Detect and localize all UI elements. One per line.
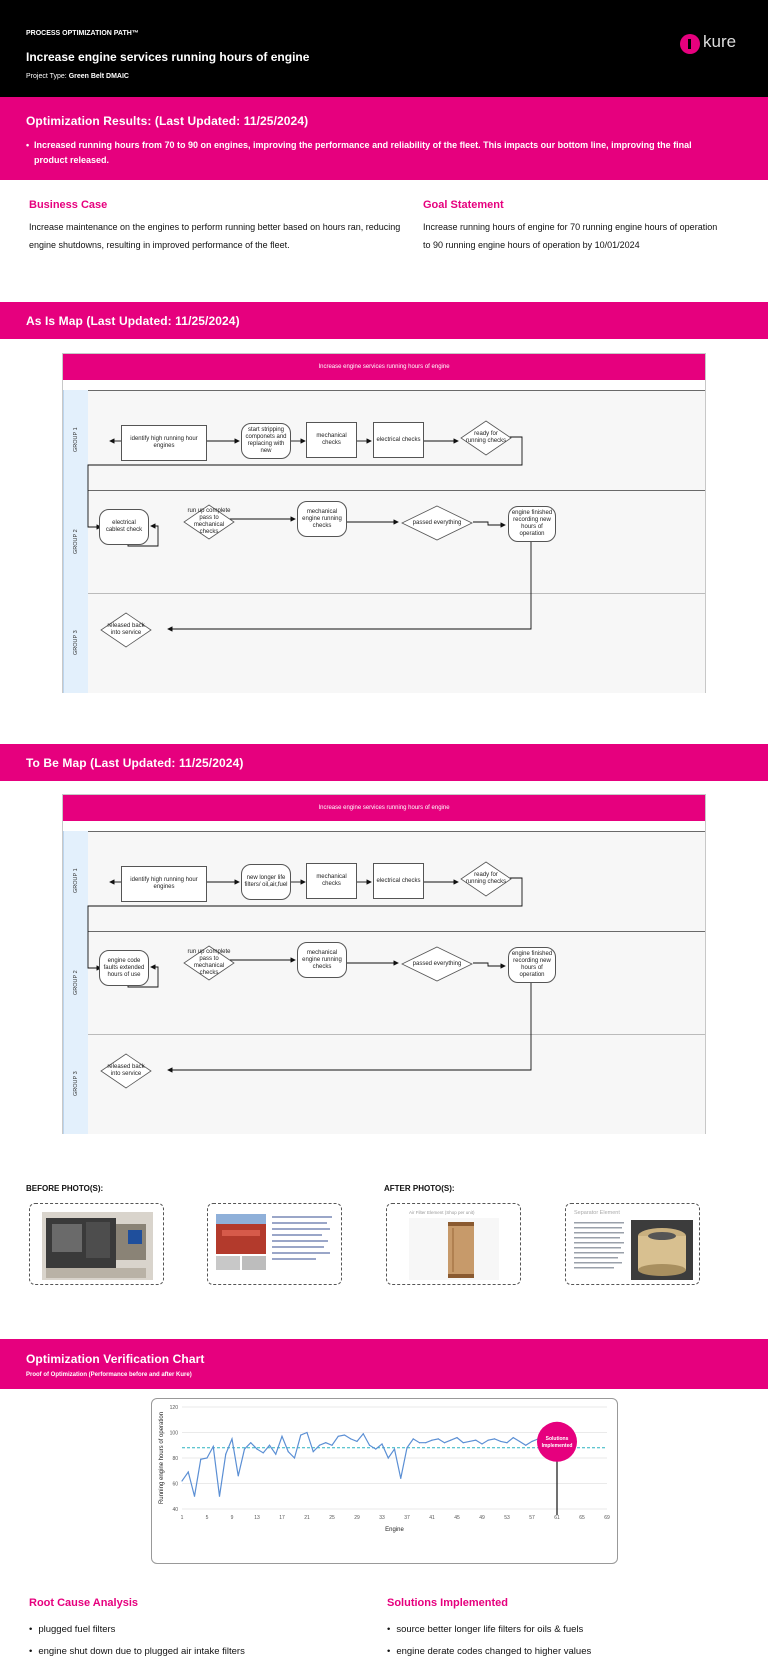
as-is-node-run-up-label: run up complete pass to mechanical checks <box>187 508 231 535</box>
to-be-node-released-label: released back into service <box>107 1064 145 1077</box>
data-point <box>256 1448 257 1449</box>
after-photos-label: AFTER PHOTO(S): <box>384 1184 455 1193</box>
data-point <box>400 1478 401 1479</box>
data-point <box>231 1438 232 1439</box>
to-be-node-passed <box>401 946 473 982</box>
to-be-connectors <box>63 795 705 1133</box>
data-point <box>506 1442 507 1443</box>
to-be-node-code-faults: engine code faults extended hours of use <box>99 950 149 986</box>
y-axis-label: Running engine hours of operation <box>159 1411 165 1505</box>
data-point <box>438 1438 439 1439</box>
data-point <box>194 1496 195 1497</box>
business-case-text: Increase maintenance on the engines to perform running better based on hours ran, reducing engine shutdowns, resulting in improved performance of the fleet. <box>29 222 401 250</box>
project-type-value: Green Belt DMAIC <box>68 73 129 80</box>
as-is-node-released-label: released back into service <box>107 623 145 636</box>
data-point <box>394 1448 395 1449</box>
to-be-diagram <box>62 794 706 1134</box>
after-photo-1-caption: Air Filter Element (Shop per unit) <box>409 1210 475 1215</box>
to-be-node-electrical-checks: electrical checks <box>373 863 424 899</box>
data-point <box>206 1457 207 1458</box>
data-point <box>250 1442 251 1443</box>
data-point <box>363 1433 364 1434</box>
data-point <box>431 1440 432 1441</box>
data-point <box>488 1440 489 1441</box>
as-is-node-identify: identify high running hour engines <box>121 425 207 461</box>
before-photo-1[interactable] <box>29 1203 164 1285</box>
data-point <box>450 1440 451 1441</box>
to-be-lane-label-2: GROUP 2 <box>63 931 88 1034</box>
solutions-title: Solutions Implemented <box>387 1597 509 1609</box>
data-point <box>219 1496 220 1497</box>
data-point <box>388 1457 389 1458</box>
after-photo-2[interactable] <box>565 1203 700 1285</box>
as-is-node-passed <box>401 505 473 541</box>
as-is-node-electrical-cable: electrical cablest check <box>99 509 149 545</box>
logo-text: kure <box>703 32 737 51</box>
x-tick-label: 5 <box>205 1515 209 1521</box>
to-be-lane-label-1: GROUP 1 <box>63 831 88 931</box>
as-is-node-finished: engine finished recording new hours of operation <box>508 506 556 542</box>
as-is-lane-label-1: GROUP 1 <box>63 390 88 490</box>
after-photo-2-caption: Separator Element <box>574 1210 620 1216</box>
as-is-node-ready <box>460 420 512 456</box>
data-point <box>531 1441 532 1442</box>
root-cause-item-1: • plugged fuel filters <box>29 1624 115 1635</box>
data-point <box>356 1441 357 1442</box>
data-point <box>406 1447 407 1448</box>
results-bullet: • Increased running hours from 70 to 90 on engines, improving the performance and reliability of the fleet. This impacts our bottom line, improving the final product released. <box>26 138 720 168</box>
data-point <box>181 1480 182 1481</box>
x-tick-label: 37 <box>404 1515 410 1521</box>
to-be-node-run-up <box>183 945 235 981</box>
data-point <box>375 1448 376 1449</box>
data-point <box>425 1442 426 1443</box>
as-is-node-stripping: start stripping componets and replacing with new <box>241 423 291 459</box>
x-tick-label: 1 <box>180 1515 184 1521</box>
data-point <box>319 1445 320 1446</box>
as-is-node-mech-engine: mechanical engine running checks <box>297 501 347 537</box>
y-tick-label: 40 <box>172 1507 178 1513</box>
to-be-title: To Be Map (Last Updated: 11/25/2024) <box>26 756 244 770</box>
data-point <box>456 1437 457 1438</box>
as-is-node-passed-label: passed everything <box>412 519 462 526</box>
project-type-label: Project Type: <box>26 73 67 80</box>
verification-band <box>0 1339 768 1389</box>
data-point <box>338 1436 339 1437</box>
data-point <box>419 1442 420 1443</box>
data-point <box>325 1442 326 1443</box>
as-is-node-released <box>100 612 152 648</box>
data-point <box>519 1441 520 1442</box>
data-point <box>300 1434 301 1435</box>
data-point <box>344 1434 345 1435</box>
x-tick-label: 45 <box>454 1515 460 1521</box>
results-title: Optimization Results: (Last Updated: 11/25/2024) <box>26 114 309 128</box>
x-tick-label: 21 <box>304 1515 310 1521</box>
to-be-node-filters: new longer life filters/ oil,air,fuel <box>241 864 291 900</box>
data-point <box>275 1454 276 1455</box>
to-be-node-run-up-label: run up complete pass to mechanical checks <box>187 949 231 976</box>
as-is-lane-label-2: GROUP 2 <box>63 490 88 593</box>
to-be-node-identify: identify high running hour engines <box>121 866 207 902</box>
data-point <box>200 1459 201 1460</box>
y-tick-label: 60 <box>172 1481 178 1488</box>
as-is-node-electrical-checks: electrical checks <box>373 422 424 458</box>
header <box>0 0 768 97</box>
data-point <box>306 1432 307 1433</box>
business-case-title: Business Case <box>29 199 108 211</box>
engine-photo-icon <box>30 1204 164 1285</box>
separator-element-icon <box>566 1204 700 1285</box>
data-point <box>244 1448 245 1449</box>
to-be-diagram-title: Increase engine services running hours of engine <box>63 795 705 821</box>
eyebrow: PROCESS OPTIMIZATION PATH™ <box>26 30 139 37</box>
root-cause-title: Root Cause Analysis <box>29 1597 139 1609</box>
x-tick-label: 69 <box>604 1515 610 1521</box>
to-be-node-finished: engine finished recording new hours of operation <box>508 947 556 983</box>
x-axis-label: Engine <box>385 1527 404 1533</box>
as-is-node-mechanical-checks: mechanical checks <box>306 422 357 458</box>
as-is-connectors <box>63 354 705 692</box>
verification-chart <box>151 1398 618 1564</box>
document-photo-icon <box>208 1204 342 1285</box>
x-tick-label: 25 <box>329 1515 335 1521</box>
to-be-node-ready-label: ready for running checks <box>465 872 507 885</box>
data-point <box>444 1442 445 1443</box>
air-filter-icon <box>387 1204 521 1285</box>
results-bullet-text: Increased running hours from 70 to 90 on engines, improving the performance and reliability of the fleet. This impacts our bottom line, improving the final product released. <box>34 140 692 165</box>
project-type <box>26 73 129 80</box>
as-is-diagram-title: Increase engine services running hours of engine <box>63 354 705 380</box>
before-photos-label: BEFORE PHOTO(S): <box>26 1184 104 1193</box>
to-be-node-passed-label: passed everything <box>412 960 462 967</box>
x-tick-label: 53 <box>504 1515 510 1521</box>
series-line <box>182 1433 557 1497</box>
data-point <box>281 1436 282 1437</box>
data-point <box>469 1441 470 1442</box>
data-point <box>413 1438 414 1439</box>
to-be-node-mech-engine: mechanical engine running checks <box>297 942 347 978</box>
data-point <box>331 1445 332 1446</box>
solutions-item-1: • source better longer life filters for oils & fuels <box>387 1624 583 1635</box>
as-is-lane-label-3: GROUP 3 <box>63 593 88 693</box>
verification-chart-svg <box>152 1399 617 1563</box>
data-point <box>213 1446 214 1447</box>
to-be-node-ready <box>460 861 512 897</box>
to-be-band <box>0 744 768 781</box>
data-point <box>494 1438 495 1439</box>
results-band <box>0 97 768 180</box>
solution-annotation-label: Implemented <box>541 1442 573 1449</box>
x-tick-label: 13 <box>254 1515 260 1521</box>
data-point <box>500 1441 501 1442</box>
data-point <box>294 1457 295 1458</box>
logo-icon <box>680 34 700 54</box>
data-point <box>475 1440 476 1441</box>
y-tick-label: 100 <box>169 1430 178 1437</box>
as-is-node-ready-label: ready for running checks <box>465 431 507 444</box>
to-be-node-released <box>100 1053 152 1089</box>
data-point <box>313 1451 314 1452</box>
data-point <box>288 1451 289 1452</box>
data-point <box>238 1475 239 1476</box>
to-be-lane-label-3: GROUP 3 <box>63 1034 88 1134</box>
x-tick-label: 33 <box>379 1515 385 1521</box>
solution-annotation-label: Solutions <box>545 1435 569 1442</box>
x-tick-label: 65 <box>579 1515 585 1521</box>
page-title: Increase engine services running hours of engine <box>26 50 310 64</box>
root-cause-item-2: • engine shut down due to plugged air intake filters <box>29 1646 245 1657</box>
verification-subtitle: Proof of Optimization (Performance before and after Kure) <box>26 1372 192 1378</box>
after-photo-1[interactable] <box>386 1203 521 1285</box>
data-point <box>263 1452 264 1453</box>
x-tick-label: 9 <box>230 1515 234 1521</box>
data-point <box>463 1442 464 1443</box>
as-is-title: As Is Map (Last Updated: 11/25/2024) <box>26 314 240 328</box>
x-tick-label: 57 <box>529 1515 535 1521</box>
x-tick-label: 29 <box>354 1515 360 1521</box>
x-tick-label: 17 <box>279 1515 285 1521</box>
data-point <box>369 1445 370 1446</box>
before-photo-2[interactable] <box>207 1203 342 1285</box>
x-tick-label: 41 <box>429 1515 435 1521</box>
data-point <box>269 1445 270 1446</box>
to-be-node-mechanical-checks: mechanical checks <box>306 863 357 899</box>
data-point <box>513 1437 514 1438</box>
solutions-item-2: • engine derate codes changed to higher values <box>387 1646 591 1657</box>
goal-statement-text: Increase running hours of engine for 70 running engine hours of operation to 90 running engine hours of operation by 10/01/2024 <box>423 222 718 250</box>
goal-statement-title: Goal Statement <box>423 199 504 211</box>
as-is-diagram <box>62 353 706 693</box>
y-tick-label: 80 <box>172 1456 178 1462</box>
data-point <box>481 1443 482 1444</box>
data-point <box>188 1471 189 1472</box>
data-point <box>525 1445 526 1446</box>
x-tick-label: 49 <box>479 1515 485 1521</box>
data-point <box>350 1438 351 1439</box>
as-is-band <box>0 302 768 339</box>
data-point <box>381 1443 382 1444</box>
data-point <box>225 1454 226 1455</box>
y-tick-label: 120 <box>169 1405 178 1411</box>
verification-title: Optimization Verification Chart <box>26 1352 205 1366</box>
x-tick-label: 61 <box>554 1515 560 1521</box>
as-is-node-run-up <box>183 504 235 540</box>
